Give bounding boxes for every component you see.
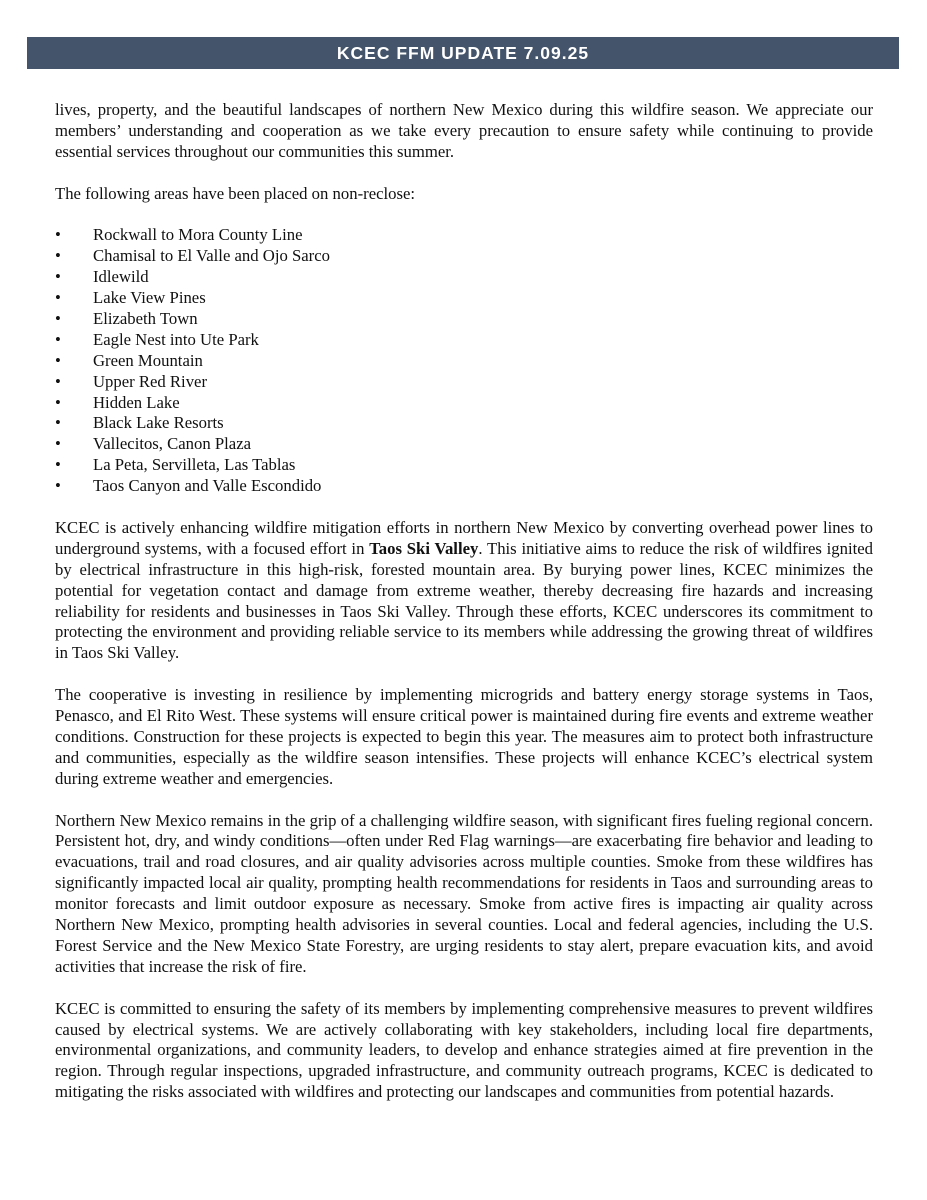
- area-name: Elizabeth Town: [93, 308, 198, 328]
- area-name: Lake View Pines: [93, 288, 206, 308]
- area-name: Green Mountain: [93, 350, 203, 370]
- bullet-icon: •: [55, 434, 61, 454]
- bullet-icon: •: [55, 413, 61, 433]
- area-name: La Peta, Servilleta, Las Tablas: [93, 455, 296, 475]
- underground-text-after: . This initiative aims to reduce the risk of wildfires ignited by electrical infrastructure in this high-risk, forested mountain area. By burying power lines, KCEC minimizes the potential for vegetation contact and damage from extreme weather, thereby decreasing fire hazards and increasing reliability for residents and businesses in Taos Ski Valley. Through these efforts, KCEC underscores its commitment to protecting the environment and providing reliable service to its members while addressing the growing threat of wildfires in Taos Ski Valley.: [55, 538, 874, 663]
- bullet-icon: •: [55, 329, 61, 349]
- underground-paragraph: [55, 518, 873, 664]
- area-list-item: [55, 309, 873, 330]
- area-name: Idlewild: [93, 267, 149, 287]
- bullet-icon: •: [55, 267, 61, 287]
- intro-paragraph: lives, property, and the beautiful landscapes of northern New Mexico during this wildfire season. We appreciate our members’ understanding and cooperation as we take every precaution to ensure safety while continuing to provide essential services throughout our communities this summer.: [55, 100, 873, 161]
- area-name: Eagle Nest into Ute Park: [93, 329, 259, 349]
- area-list-item: [55, 476, 873, 497]
- resilience-paragraph: The cooperative is investing in resilience by implementing microgrids and battery energy storage systems in Taos, Penasco, and El Rito West. These systems will ensure critical power is maintained during fire events and extreme weather conditions. Construction for these projects is expected to begin this year. The measures aim to protect both infrastructure and communities, especially as the wildfire season intensifies. These projects will enhance KCEC’s electrical system during extreme weather and emergencies.: [55, 685, 873, 788]
- bullet-icon: •: [55, 455, 61, 475]
- bullet-icon: •: [55, 246, 61, 266]
- underground-text-before: KCEC is actively enhancing wildfire mitigation efforts in northern New Mexico by converting overhead power lines to underground systems, with a focused effort in: [55, 517, 873, 558]
- area-name: Black Lake Resorts: [93, 413, 224, 433]
- area-name: Upper Red River: [93, 371, 208, 391]
- bullet-icon: •: [55, 371, 61, 391]
- area-list-item: [55, 413, 873, 434]
- wildfire-season-paragraph: Northern New Mexico remains in the grip of a challenging wildfire season, with significant fires fueling regional concern. Persistent hot, dry, and windy conditions—often under Red Flag warnings—are exacerbating fire behavior and leading to evacuations, trail and road closures, and air quality advisories across multiple counties. Smoke from these wildfires has significantly impacted local air quality, prompting health recommendations for residents in Taos and surrounding areas to monitor forecasts and limit outdoor exposure as necessary. Smoke from active fires is impacting air quality across Northern New Mexico, prompting health advisories in several counties. Local and federal agencies, including the U.S. Forest Service and the New Mexico State Forestry, are urging residents to stay alert, prepare evacuation kits, and avoid activities that increase the risk of fire.: [55, 810, 873, 976]
- area-list-item: [55, 372, 873, 393]
- bullet-icon: •: [55, 476, 61, 496]
- area-list-item: [55, 288, 873, 309]
- area-name: Taos Canyon and Valle Escondido: [93, 476, 322, 496]
- area-list-item: [55, 267, 873, 288]
- areas-heading: The following areas have been placed on non-reclose:: [55, 183, 416, 203]
- area-name: Hidden Lake: [93, 392, 180, 412]
- area-list-item: [55, 225, 873, 246]
- document-body: [55, 100, 873, 1103]
- area-name: Chamisal to El Valle and Ojo Sarco: [93, 246, 330, 266]
- bullet-icon: •: [55, 350, 61, 370]
- area-list-item: [55, 434, 873, 455]
- area-list-item: [55, 246, 873, 267]
- area-list-item: [55, 393, 873, 414]
- non-reclose-area-list: [55, 225, 873, 497]
- area-list-item: [55, 351, 873, 372]
- page-title: KCEC FFM UPDATE 7.09.25: [336, 42, 590, 63]
- area-list-item: [55, 330, 873, 351]
- commitment-paragraph: KCEC is committed to ensuring the safety of its members by implementing comprehensive measures to prevent wildfires caused by electrical systems. We are actively collaborating with key stakeholders, including local fire departments, environmental organizations, and community leaders, to develop and enhance strategies aimed at fire prevention in the region. Through regular inspections, upgraded infrastructure, and community outreach programs, KCEC is dedicated to mitigating the risks associated with wildfires and protecting our landscapes and communities from potential hazards.: [55, 998, 873, 1102]
- bullet-icon: •: [55, 288, 61, 308]
- taos-ski-valley-emphasis: Taos Ski Valley: [369, 538, 479, 558]
- bullet-icon: •: [55, 308, 61, 328]
- area-name: Rockwall to Mora County Line: [93, 225, 303, 245]
- bullet-icon: •: [55, 392, 61, 412]
- area-name: Vallecitos, Canon Plaza: [93, 434, 252, 454]
- header-bar: [27, 37, 899, 69]
- area-list-item: [55, 455, 873, 476]
- bullet-icon: •: [55, 225, 61, 245]
